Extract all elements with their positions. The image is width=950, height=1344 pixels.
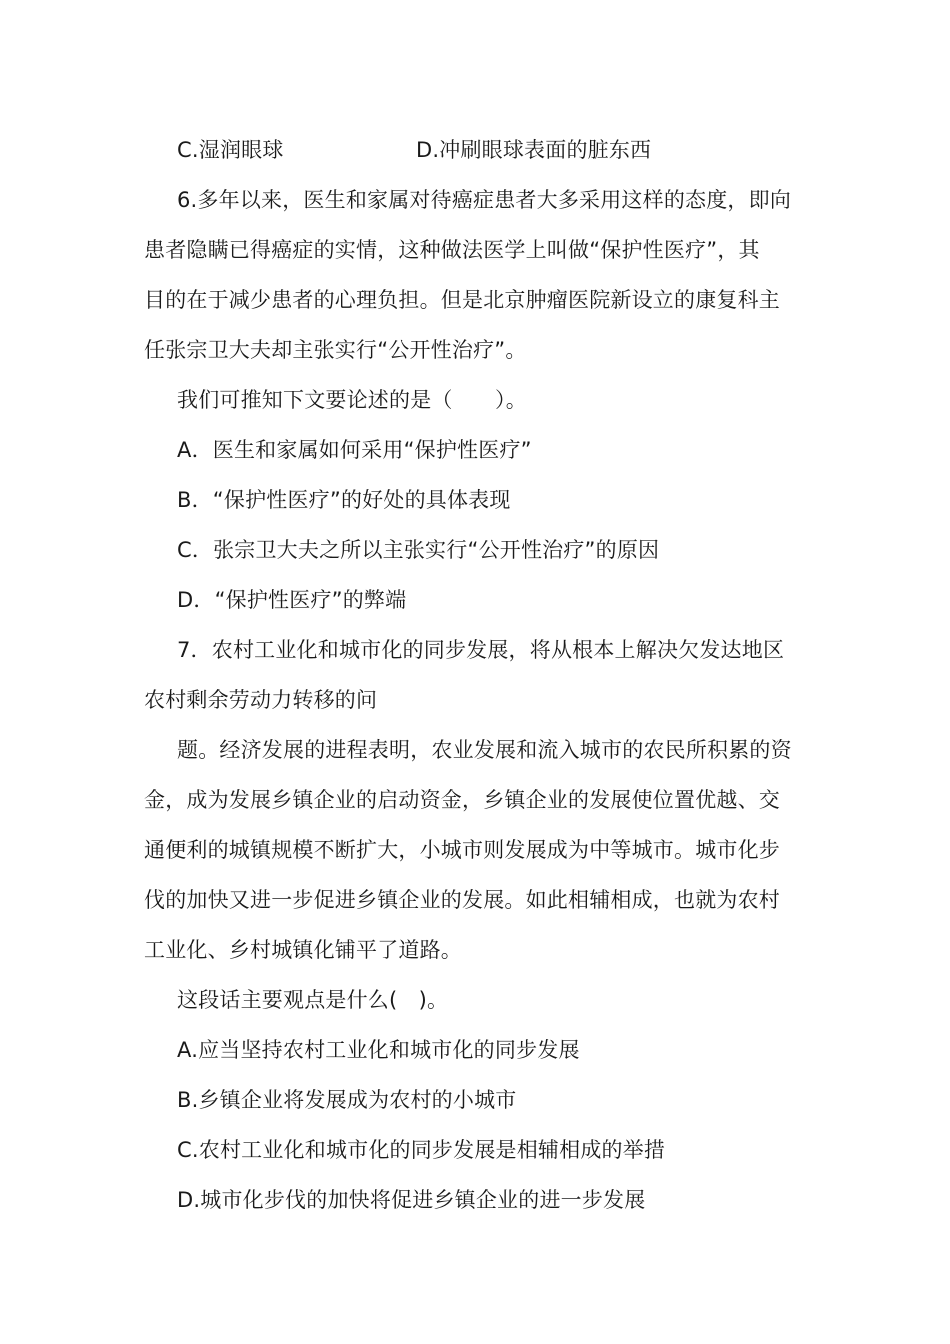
q7-stem-line-3: 题。经济发展的进程表明，农业发展和流入城市的农民所积累的资	[177, 738, 792, 762]
q6-option-b: B．“保护性医疗”的好处的具体表现	[177, 488, 511, 512]
q7-stem-line-7: 工业化、乡村城镇化铺平了道路。	[144, 938, 462, 962]
q6-option-a: A．医生和家属如何采用“保护性医疗”	[177, 438, 532, 462]
q7-stem-line-2: 农村剩余劳动力转移的问	[144, 688, 378, 712]
document-body	[144, 125, 804, 1225]
q6-option-d: D．“保护性医疗”的弊端	[177, 588, 407, 612]
q6-stem-line-4: 任张宗卫大夫却主张实行“公开性治疗”。	[144, 338, 527, 362]
q6-question: 我们可推知下文要论述的是（ ）。	[177, 388, 527, 412]
q7-option-c: C.农村工业化和城市化的同步发展是相辅相成的举措	[177, 1138, 666, 1162]
q7-stem-line-4: 金，成为发展乡镇企业的启动资金，乡镇企业的发展使位置优越、交	[144, 788, 780, 812]
q5-options-row	[144, 125, 804, 175]
q6-stem-line-3: 目的在于减少患者的心理负担。但是北京肿瘤医院新设立的康复科主	[144, 288, 780, 312]
q7-question: 这段话主要观点是什么( )。	[177, 988, 449, 1012]
q7-stem-line-1: 7．农村工业化和城市化的同步发展，将从根本上解决欠发达地区	[177, 638, 785, 662]
q7-option-d: D.城市化步伐的加快将促进乡镇企业的进一步发展	[177, 1188, 646, 1212]
q6-option-c: C．张宗卫大夫之所以主张实行“公开性治疗”的原因	[177, 538, 660, 562]
q7-stem-line-6: 伐的加快又进一步促进乡镇企业的发展。如此相辅相成，也就为农村	[144, 888, 780, 912]
q7-option-a: A.应当坚持农村工业化和城市化的同步发展	[177, 1038, 580, 1062]
q6-stem-line-2: 患者隐瞒已得癌症的实情，这种做法医学上叫做“保护性医疗”，其	[144, 238, 760, 262]
q7-option-b: B.乡镇企业将发展成为农村的小城市	[177, 1088, 517, 1112]
q5-option-d: D.冲刷眼球表面的脏东西	[416, 138, 652, 162]
q7-stem-line-5: 通便利的城镇规模不断扩大，小城市则发展成为中等城市。城市化步	[144, 838, 780, 862]
q6-stem-line-1: 6.多年以来，医生和家属对待癌症患者大多采用这样的态度，即向	[177, 188, 792, 212]
q5-option-c: C.湿润眼球	[177, 138, 284, 162]
